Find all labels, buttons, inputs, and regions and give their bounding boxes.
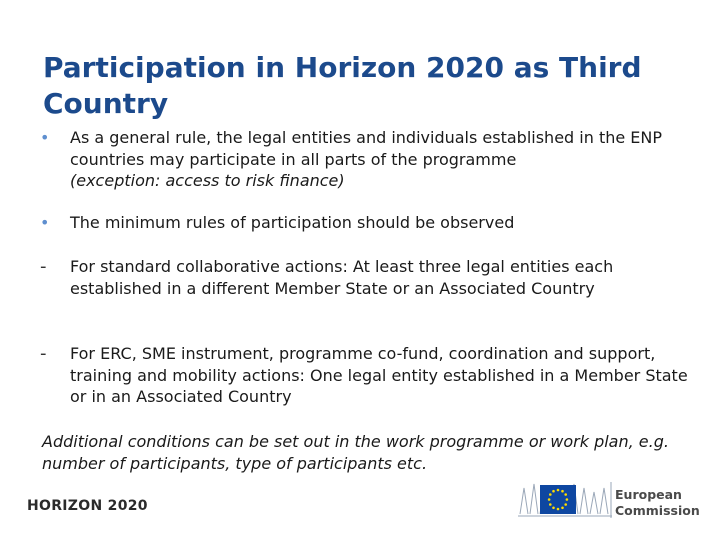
bullet-marker: • <box>40 213 50 232</box>
horizon-2020-logo: HORIZON 2020 <box>27 498 148 514</box>
bullet-marker: • <box>40 128 50 147</box>
dash-text: For standard collaborative actions: At least three legal entities each established in a different Member State or an Associated Country <box>70 257 614 298</box>
bullet-item <box>40 127 690 192</box>
dash-marker: - <box>40 343 47 364</box>
bullet-text: As a general rule, the legal entities and individuals established in the ENP countries may participate in all parts of the programme <box>70 128 663 169</box>
european-commission-wordmark <box>615 487 700 519</box>
dash-item <box>40 343 690 408</box>
additional-conditions-note: Additional conditions can be set out in the work programme or work plan, e.g. number of participants, type of participants etc. <box>42 432 669 473</box>
bullet-text-italic: (exception: access to risk finance) <box>70 171 345 190</box>
commission-line1: European <box>615 487 682 502</box>
commission-line2: Commission <box>615 503 700 518</box>
bullet-item <box>40 212 690 234</box>
dash-marker: - <box>40 256 47 277</box>
dash-item <box>40 256 690 299</box>
slide-title: Participation in Horizon 2020 as Third Country <box>43 51 642 120</box>
dash-text: For ERC, SME instrument, programme co-fund, coordination and support, training and mobility actions: One legal entity established in a Member State or in an Associated Country <box>70 344 688 406</box>
bullet-text: The minimum rules of participation should be observed <box>70 213 515 232</box>
